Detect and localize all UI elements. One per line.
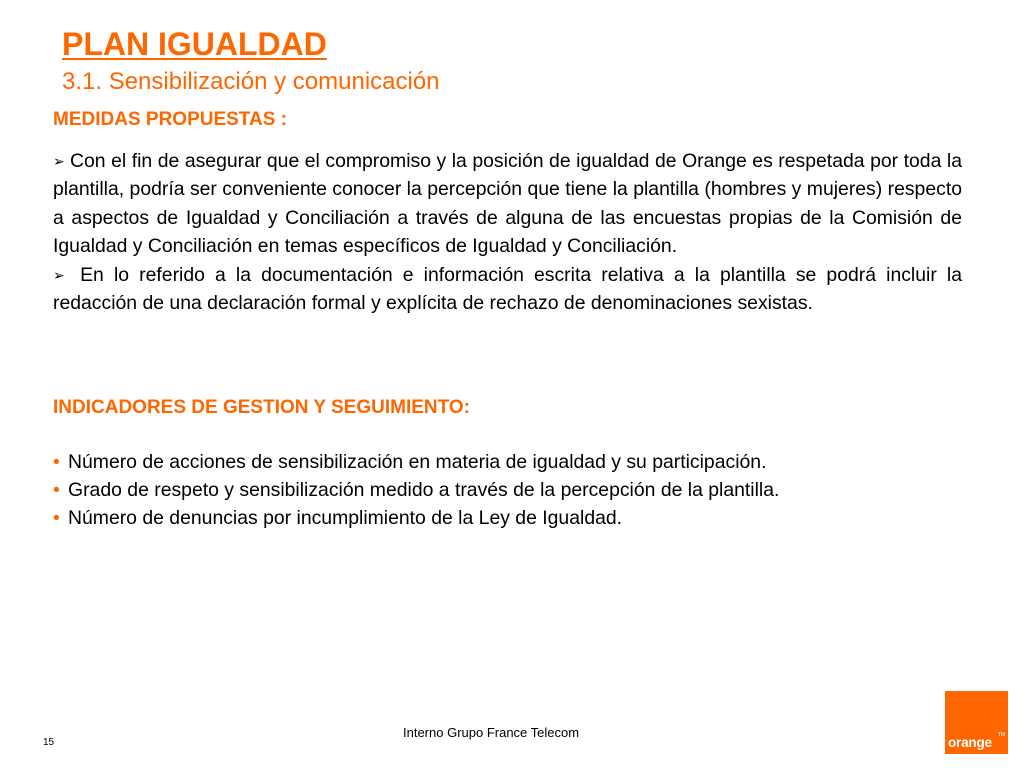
orange-logo [945, 691, 1008, 754]
indicator-text: Número de acciones de sensibilización en materia de igualdad y su participación. [68, 451, 767, 473]
measure-text: En lo referido a la documentación e información escrita relativa a la plantilla se podrá incluir la redacción de una declaración formal y explícita de rechazo de denominaciones sexistas. [53, 263, 962, 315]
slide-subtitle: 3.1. Sensibilización y comunicación [62, 68, 440, 95]
measure-item [53, 147, 962, 261]
footer-text: Interno Grupo France Telecom [403, 725, 580, 740]
logo-trademark: TM [998, 732, 1006, 738]
indicator-text: Grado de respeto y sensibilización medido a través de la percepción de la plantilla. [68, 479, 780, 501]
indicator-text: Número de denuncias por incumplimiento de la Ley de Igualdad. [68, 507, 623, 529]
bullet-icon: • [53, 507, 60, 529]
measures-heading: MEDIDAS PROPUESTAS : [53, 109, 288, 130]
indicators-heading: INDICADORES DE GESTION Y SEGUIMIENTO: [53, 397, 471, 418]
bullet-icon: • [53, 451, 60, 473]
arrow-bullet-icon: ➢ [53, 266, 65, 283]
measure-item [53, 261, 962, 318]
measures-list [53, 147, 962, 317]
bullet-icon: • [53, 479, 60, 501]
page-number: 15 [43, 737, 55, 748]
indicator-item [53, 448, 962, 476]
slide-title: PLAN IGUALDAD [62, 26, 327, 62]
logo-text: orange [948, 735, 992, 750]
indicators-list [53, 448, 962, 532]
measure-text: Con el fin de asegurar que el compromiso y la posición de igualdad de Orange es respetada por toda la plantilla, podría ser conveniente conocer la percepción que tiene la plantilla (hombres y mujeres) respecto a aspectos de Igualdad y Conciliación a través de alguna de las encuestas propias de la Comisión de Igualdad y Conciliación en temas específicos de Igualdad y Conciliación. [53, 150, 962, 258]
arrow-bullet-icon: ➢ [53, 153, 65, 169]
indicator-item [53, 476, 962, 504]
indicator-item [53, 504, 962, 532]
